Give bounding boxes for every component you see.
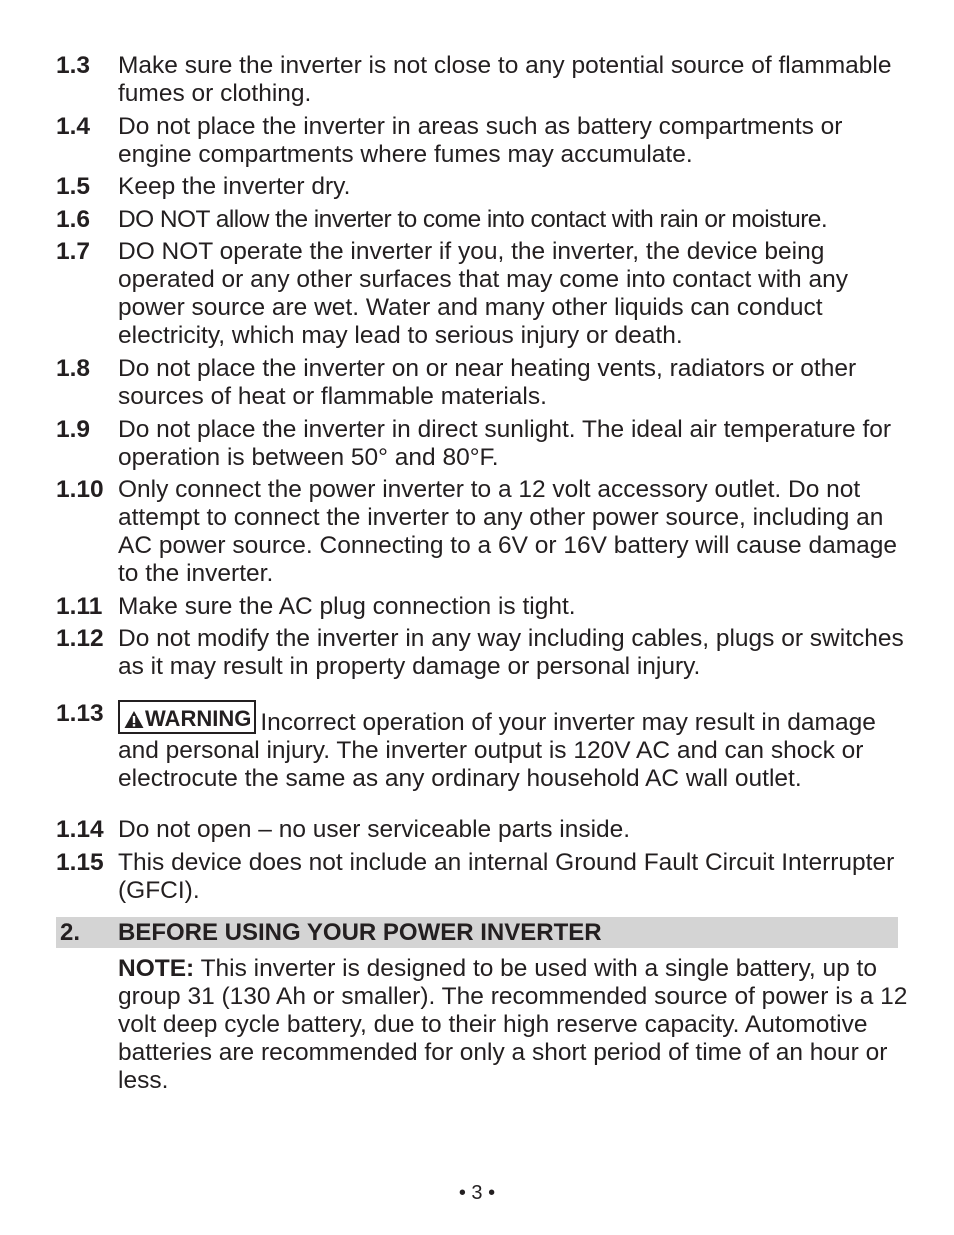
item-text: Do not place the inverter in direct sunlight. The ideal air temperature for operation is between 50° and 80°F.	[118, 416, 892, 471]
list-item	[56, 816, 906, 844]
warning-text: Incorrect operation of your inverter may result in damage and personal injury. The inverter output is 120V AC and can shock or electrocute the same as any ordinary household AC wall outlet.	[118, 709, 876, 792]
item-text: Do not open – no user serviceable parts inside.	[118, 816, 631, 843]
warning-label: WARNING	[145, 706, 252, 731]
item-number: 1.5	[56, 173, 91, 200]
section-title: BEFORE USING YOUR POWER INVERTER	[118, 919, 602, 946]
section-header	[56, 917, 898, 948]
note-label: NOTE:	[118, 955, 195, 982]
item-text: Do not place the inverter in areas such as battery compartments or engine compartments where fumes may accumulate.	[118, 113, 843, 168]
item-number: 1.8	[56, 355, 91, 382]
list-item	[56, 476, 906, 588]
item-text: Only connect the power inverter to a 12 volt accessory outlet. Do not attempt to connect the inverter to any other power source, including an AC power source. Connecting to a 6V or 16V battery will cause damage to the inverter.	[118, 476, 897, 587]
warning-badge	[118, 700, 256, 734]
note-paragraph	[118, 955, 908, 1095]
list-item	[56, 238, 906, 350]
item-text: Make sure the inverter is not close to any potential source of flammable fumes or clothing.	[118, 52, 892, 107]
item-number: 1.11	[56, 593, 103, 620]
list-item	[56, 113, 906, 169]
item-text: DO NOT operate the inverter if you, the inverter, the device being operated or any other surfaces that may come into contact with any power source are wet. Water and many other liquids can conduct electricity, which may lead to serious injury or death.	[118, 238, 848, 349]
item-number: 1.9	[56, 416, 91, 443]
note-text: This inverter is designed to be used with a single battery, up to group 31 (130 Ah or smaller). The recommended source of power is a 12 volt deep cycle battery, due to their high reserve capacity. Automotive batteries are recommended for only a short period of time of an hour or less.	[118, 955, 908, 1094]
list-item	[56, 355, 906, 411]
item-number: 1.14	[56, 816, 104, 843]
list-item	[56, 206, 906, 234]
item-text	[118, 700, 906, 793]
item-text: Do not modify the inverter in any way including cables, plugs or switches as it may result in property damage or personal injury.	[118, 625, 904, 680]
item-text: Do not place the inverter on or near heating vents, radiators or other sources of heat or flammable materials.	[118, 355, 857, 410]
page-number: • 3 •	[458, 1182, 496, 1204]
list-item	[56, 625, 906, 681]
item-number: 1.15	[56, 849, 104, 876]
item-text: DO NOT allow the inverter to come into contact with rain or moisture.	[118, 206, 828, 233]
item-text: Keep the inverter dry.	[118, 173, 351, 200]
warning-triangle-icon	[124, 710, 144, 729]
item-number: 1.12	[56, 625, 104, 652]
item-number: 1.10	[56, 476, 104, 503]
item-number: 1.13	[56, 700, 104, 727]
item-number: 1.6	[56, 206, 91, 233]
list-item	[56, 173, 906, 201]
item-number: 1.4	[56, 113, 91, 140]
item-number: 1.7	[56, 238, 91, 265]
list-item	[56, 593, 906, 621]
section-number: 2.	[60, 919, 81, 946]
list-item	[56, 700, 906, 793]
list-item	[56, 416, 906, 472]
item-number: 1.3	[56, 52, 91, 79]
list-item	[56, 52, 906, 108]
item-text: Make sure the AC plug connection is tight.	[118, 593, 576, 620]
list-item	[56, 849, 906, 905]
item-text: This device does not include an internal Ground Fault Circuit Interrupter (GFCI).	[118, 849, 895, 904]
